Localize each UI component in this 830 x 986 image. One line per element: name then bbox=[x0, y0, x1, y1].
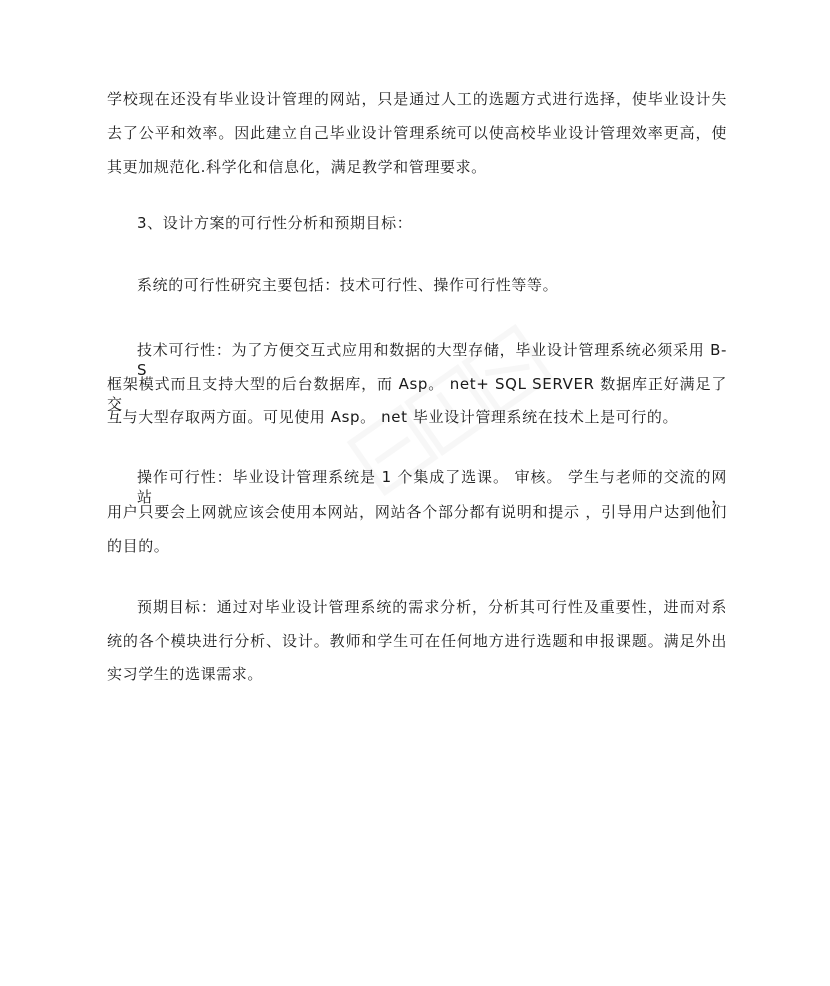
paragraph-1-line-1: 学校现在还没有毕业设计管理的网站，只是通过人工的选题方式进行选择，使毕业设计失 bbox=[107, 90, 727, 108]
paragraph-3-line-2: 框架模式而且支持大型的后台数据库，而 Asp。 net+ SQL SERVER 数据库正好满足了交 bbox=[107, 375, 727, 413]
paragraph-1-line-3: 其更加规范化.科学化和信息化，满足教学和管理要求。 bbox=[107, 158, 487, 176]
section-heading-3: 3、设计方案的可行性分析和预期目标： bbox=[137, 214, 413, 232]
paragraph-5-line-3: 实习学生的选课需求。 bbox=[107, 665, 264, 683]
paragraph-3-line-1: 技术可行性：为了方便交互式应用和数据的大型存储，毕业设计管理系统必须采用 B-S bbox=[137, 341, 727, 379]
paragraph-1-line-2: 去了公平和效率。因此建立自己毕业设计管理系统可以使高校毕业设计管理效率更高，使 bbox=[107, 124, 727, 142]
paragraph-2: 系统的可行性研究主要包括：技术可行性、操作可行性等等。 bbox=[137, 276, 559, 294]
paragraph-4-line-3: 的目的。 bbox=[107, 537, 170, 555]
paragraph-4-line-1: 操作可行性：毕业设计管理系统是 1 个集成了选课。 审核。 学生与老师的交流的网站， bbox=[137, 468, 727, 506]
paragraph-5-line-2: 统的各个模块进行分析、设计。教师和学生可在任何地方进行选题和申报课题。满足外出 bbox=[107, 632, 727, 650]
paragraph-3-line-3: 互与大型存取两方面。可见使用 Asp。 net 毕业设计管理系统在技术上是可行的。 bbox=[107, 408, 679, 426]
paragraph-4-line-2: 用户只要会上网就应该会使用本网站，网站各个部分都有说明和提示 ，引导用户达到他们 bbox=[107, 503, 727, 521]
paragraph-5-line-1: 预期目标：通过对毕业设计管理系统的需求分析，分析其可行性及重要性，进而对系 bbox=[137, 598, 727, 616]
